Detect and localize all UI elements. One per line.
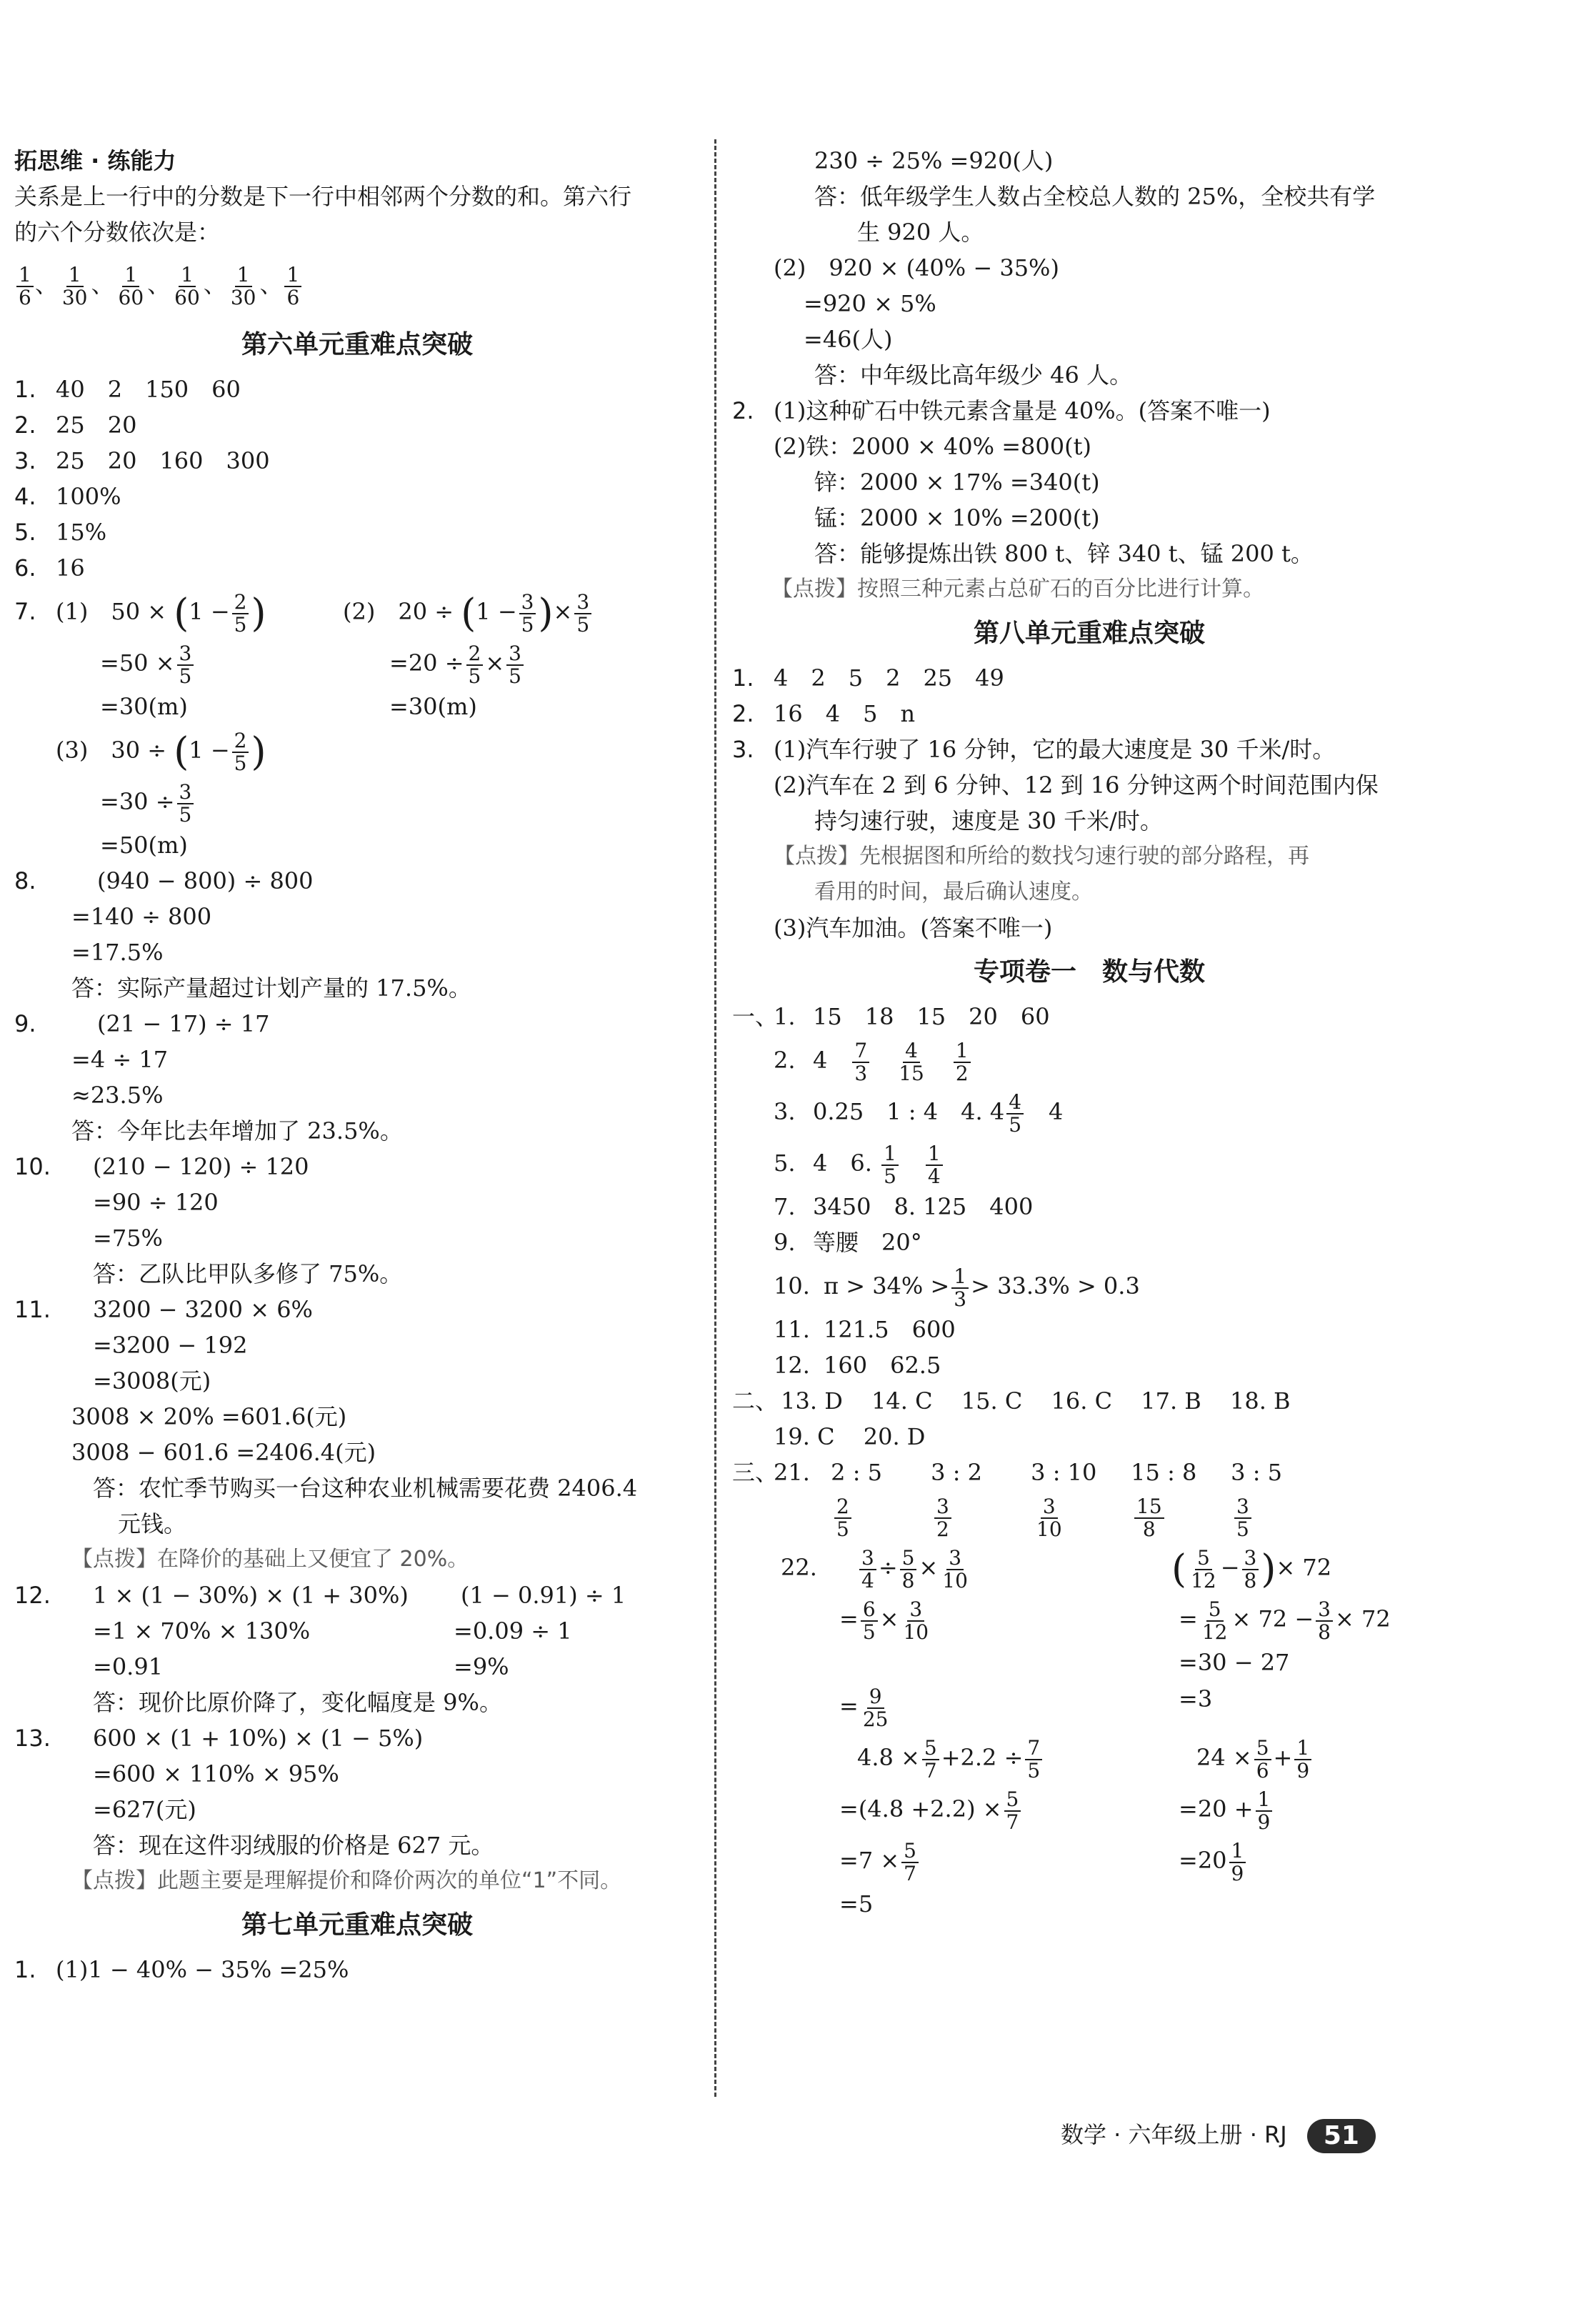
u7-1-part2: (2) 920 × (40% − 35%) — [774, 254, 1059, 281]
u6-answer-7-row5: =30 ÷ $\frac{3}{5}$ — [14, 776, 700, 827]
expand-text-2: 的六个分数依次是： — [14, 219, 221, 246]
fraction: $\frac{1}{30}$ — [61, 262, 88, 309]
u6-answer-8a: =140 ÷ 800 — [71, 903, 212, 930]
u6-answer-7-row3: =30(m) =30(m) — [100, 693, 477, 720]
u6-answer-9c: 答：今年比去年增加了 23.5%。 — [71, 1117, 403, 1144]
u6-answer-12: 12. 1 × (1 − 30%) × (1 + 30%) (1 − 0.91) ÷ 1 — [14, 1582, 626, 1609]
book-label: 数学 · 六年级上册 · RJ — [1061, 2121, 1287, 2148]
u7-1-part2-b: =46(人) — [804, 326, 893, 353]
u6-answer-11e: 答：农忙季节购买一台这种农业机械需要花费 2406.4 — [93, 1475, 638, 1502]
u6-answer-9b: ≈23.5% — [71, 1082, 164, 1109]
u6-answer-3: 3. 25 20 160 300 — [14, 447, 270, 474]
s22-row6: =(4.8 +2.2) × $\frac{5}{7}$ =20 + $\frac{1}{9}$ — [732, 1783, 1446, 1835]
u6-answer-5: 5. 15% — [14, 519, 107, 546]
u7-answer-2: 2. (1)这种矿石中铁元素含量是 40%。(答案不唯一) — [732, 397, 1271, 424]
u6-answer-10c: 答：乙队比甲队多修了 75%。 — [93, 1260, 403, 1287]
u6-answer-11: 11. 3200 − 3200 × 6% — [14, 1296, 313, 1323]
u7-2-zinc: 锌：2000 × 17% =340(t) — [814, 469, 1100, 496]
page-number-badge: 51 — [1307, 2119, 1376, 2153]
separator: 、 — [259, 271, 283, 298]
s22-row2: = $\frac{6}{5}$ × $\frac{3}{10}$ = $\frac{5}{12}$ × 72 − $\frac{3}{8}$ × 72 — [839, 1597, 1391, 1644]
u8-answer-2: 2. 16 4 5 n — [732, 700, 916, 727]
u6-answer-12c: 答：现价比原价降了，变化幅度是 9%。 — [93, 1689, 502, 1716]
u7-1-answer-b: 生 920 人。 — [857, 219, 984, 246]
u7-2-manganese: 锰：2000 × 10% =200(t) — [814, 504, 1100, 532]
u8-answer-1: 1. 4 2 5 2 25 49 — [732, 664, 1004, 692]
u8-hint-b: 看用的时间，最后确认速度。 — [814, 879, 1093, 904]
right-column — [732, 143, 1446, 1922]
s-answer-7-8: 7. 3450 8. 125 400 — [774, 1193, 1034, 1220]
s-answer-13-18: 二、 13. D 14. C 15. C 16. C 17. B 18. B — [732, 1387, 1291, 1415]
s22-row5: 4.8 × $\frac{5}{7}$ +2.2 ÷ $\frac{7}{5}$ 24 × $\frac{5}{6}$ + $\frac{1}{9}$ — [732, 1732, 1446, 1783]
u6-answer-1: 1. 40 2 150 60 — [14, 376, 241, 403]
u6-answer-12a: =1 × 70% × 130% =0.09 ÷ 1 — [93, 1617, 572, 1645]
column-divider — [714, 139, 716, 2097]
fraction: $\frac{1}{60}$ — [118, 262, 144, 309]
s-answer-21: 三、21. 2 : 5 3 : 2 3 : 10 15 : 8 3 : 5 — [732, 1459, 1283, 1486]
u7-answer-1: 1. (1)1 − 40% − 35% =25% — [14, 1956, 349, 1983]
fraction: $\frac{1}{30}$ — [230, 262, 256, 309]
s22-row1: 22. $\frac{3}{4}$ ÷ $\frac{5}{8}$ × $\frac{3}{10}$ ( $\frac{5}{12}$ − $\frac{3}{8}$ )× 72 — [781, 1545, 1332, 1592]
u6-answer-11b: =3008(元) — [93, 1367, 211, 1395]
unit8-heading: 第八单元重难点突破 — [973, 619, 1205, 648]
unit6-heading: 第六单元重难点突破 — [241, 330, 473, 359]
u6-answer-11f: 元钱。 — [118, 1510, 187, 1537]
u7-1-calc: 230 ÷ 25% =920(人) — [814, 147, 1054, 174]
u7-1-part2-a: =920 × 5% — [804, 290, 936, 317]
fraction: $\frac{1}{6}$ — [284, 264, 301, 309]
u6-answer-4: 4. 100% — [14, 483, 121, 510]
s-answer-21-fracs: $\frac{2}{5}$ $\frac{3}{2}$ $\frac{3}{10}$ $\frac{15}{8}$ $\frac{3}{5}$ — [732, 1490, 1446, 1542]
u6-answer-11c: 3008 × 20% =601.6(元) — [71, 1403, 347, 1430]
u7-2-iron: (2)铁：2000 × 40% =800(t) — [774, 433, 1091, 460]
u7-1-answer-a: 答：低年级学生人数占全校总人数的 25%，全校共有学 — [814, 183, 1376, 210]
fraction: $\frac{1}{6}$ — [16, 264, 34, 309]
u6-answer-6: 6. 16 — [14, 554, 85, 582]
left-column — [14, 143, 700, 1988]
u6-answer-13a: =600 × 110% × 95% — [93, 1760, 339, 1787]
s22-row4: = $\frac{9}{25}$ =3 — [839, 1684, 1213, 1731]
u7-2-answer: 答：能够提炼出铁 800 t、锌 340 t、锰 200 t。 — [814, 540, 1314, 567]
special-heading: 专项卷一 数与代数 — [973, 957, 1205, 987]
s-answer-11: 11. 121.5 600 — [774, 1316, 956, 1343]
u6-answer-8c: 答：实际产量超过计划产量的 17.5%。 — [71, 974, 471, 1002]
page-footer — [1061, 2113, 1376, 2156]
u6-answer-8: 8. (940 − 800) ÷ 800 — [14, 867, 314, 894]
s-answer-1: 一、1. 15 18 15 20 60 — [732, 1003, 1050, 1030]
s-answer-19-20: 19. C 20. D — [774, 1423, 926, 1450]
u6-answer-13c: 答：现在这件羽绒服的价格是 627 元。 — [93, 1832, 494, 1859]
unit7-heading: 第七单元重难点突破 — [241, 1910, 473, 1940]
u6-answer-2: 2. 25 20 — [14, 412, 137, 439]
separator: 、 — [147, 271, 171, 298]
u6-answer-10a: =90 ÷ 120 — [93, 1189, 219, 1216]
separator: 、 — [91, 271, 114, 298]
s22-row7: =7 × $\frac{5}{7}$ =20 $\frac{1}{9}$ — [732, 1835, 1446, 1886]
u6-answer-10: 10. (210 − 120) ÷ 120 — [14, 1153, 309, 1180]
u8-answer-3b: (2)汽车在 2 到 6 分钟、12 到 16 分钟这两个时间范围内保 — [774, 772, 1379, 799]
u6-answer-11a: =3200 − 192 — [93, 1332, 248, 1359]
u6-answer-9a: =4 ÷ 17 — [71, 1046, 169, 1073]
expand-text-1: 关系是上一行中的分数是下一行中相邻两个分数的和。第六行 — [14, 183, 632, 210]
u8-hint-a: 【点拨】先根据图和所给的数找匀速行驶的部分路程，再 — [774, 844, 1309, 869]
s-answer-9: 9. 等腰 20° — [774, 1229, 922, 1256]
u6-answer-8b: =17.5% — [71, 939, 164, 966]
u6-answer-7-row4: (3) 30 ÷ (1 − $\frac{2}{5}$ ) — [56, 728, 266, 775]
u6-hint-11: 【点拨】在降价的基础上又便宜了 20%。 — [71, 1547, 469, 1572]
u6-answer-13: 13. 600 × (1 + 10%) × (1 − 5%) — [14, 1725, 424, 1752]
s-answer-3-4: 3. 0.25 1 : 4 4. 4 $\frac{4}{5}$ 4 — [774, 1089, 1064, 1137]
u8-answer-3a: 3. (1)汽车行驶了 16 分钟，它的最大速度是 30 千米/时。 — [732, 736, 1336, 763]
separator: 、 — [203, 271, 226, 298]
s-answer-10: 10. π > 34% > $\frac{1}{3}$ > 33.3% > 0.3 — [774, 1264, 1140, 1311]
s-answer-2: 2. 4 $\frac{7}{3}$ $\frac{4}{15}$ $\frac{1}{2}$ — [732, 1034, 1446, 1086]
u6-answer-9: 9. (21 − 17) ÷ 17 — [14, 1010, 270, 1037]
u6-answer-7-row2: =50 × $\frac{3}{5}$ =20 ÷ $\frac{2}{5}$ × $\frac{3}{5}$ — [14, 637, 700, 689]
u6-hint-13: 【点拨】此题主要是理解提价和降价两次的单位“1”不同。 — [71, 1868, 622, 1893]
s-answer-12: 12. 160 62.5 — [774, 1352, 941, 1379]
s22-row3: =30 − 27 — [1179, 1649, 1290, 1676]
fraction-sequence — [14, 250, 700, 319]
u6-answer-13b: =627(元) — [93, 1796, 196, 1823]
u6-answer-7-row6: =50(m) — [100, 832, 188, 859]
u7-2-hint: 【点拨】按照三种元素占总矿石的百分比进行计算。 — [771, 577, 1264, 602]
expand-title: 拓思维 · 练能力 — [14, 147, 176, 174]
s-answer-5-6: 5. 4 6. $\frac{1}{5}$ $\frac{1}{4}$ — [732, 1137, 1446, 1189]
separator: 、 — [34, 271, 58, 298]
u6-answer-11d: 3008 − 601.6 =2406.4(元) — [71, 1439, 376, 1466]
s22-row8: =5 — [839, 1890, 874, 1917]
u8-answer-3c: 持匀速行驶，速度是 30 千米/时。 — [814, 807, 1163, 834]
u6-answer-10b: =75% — [93, 1225, 163, 1252]
u6-answer-12b: =0.91 =9% — [93, 1653, 509, 1680]
u8-answer-3f: (3)汽车加油。(答案不唯一) — [774, 914, 1053, 942]
u6-answer-7-row1: 7. (1) 50 × (1 − $\frac{2}{5}$ ) (2) 20 ÷ (1 − $\frac{3}{5}$ )× $\frac{3}{5}$ — [14, 586, 700, 637]
u7-1-part2-answer: 答：中年级比高年级少 46 人。 — [814, 361, 1133, 389]
fraction: $\frac{1}{60}$ — [174, 262, 200, 309]
